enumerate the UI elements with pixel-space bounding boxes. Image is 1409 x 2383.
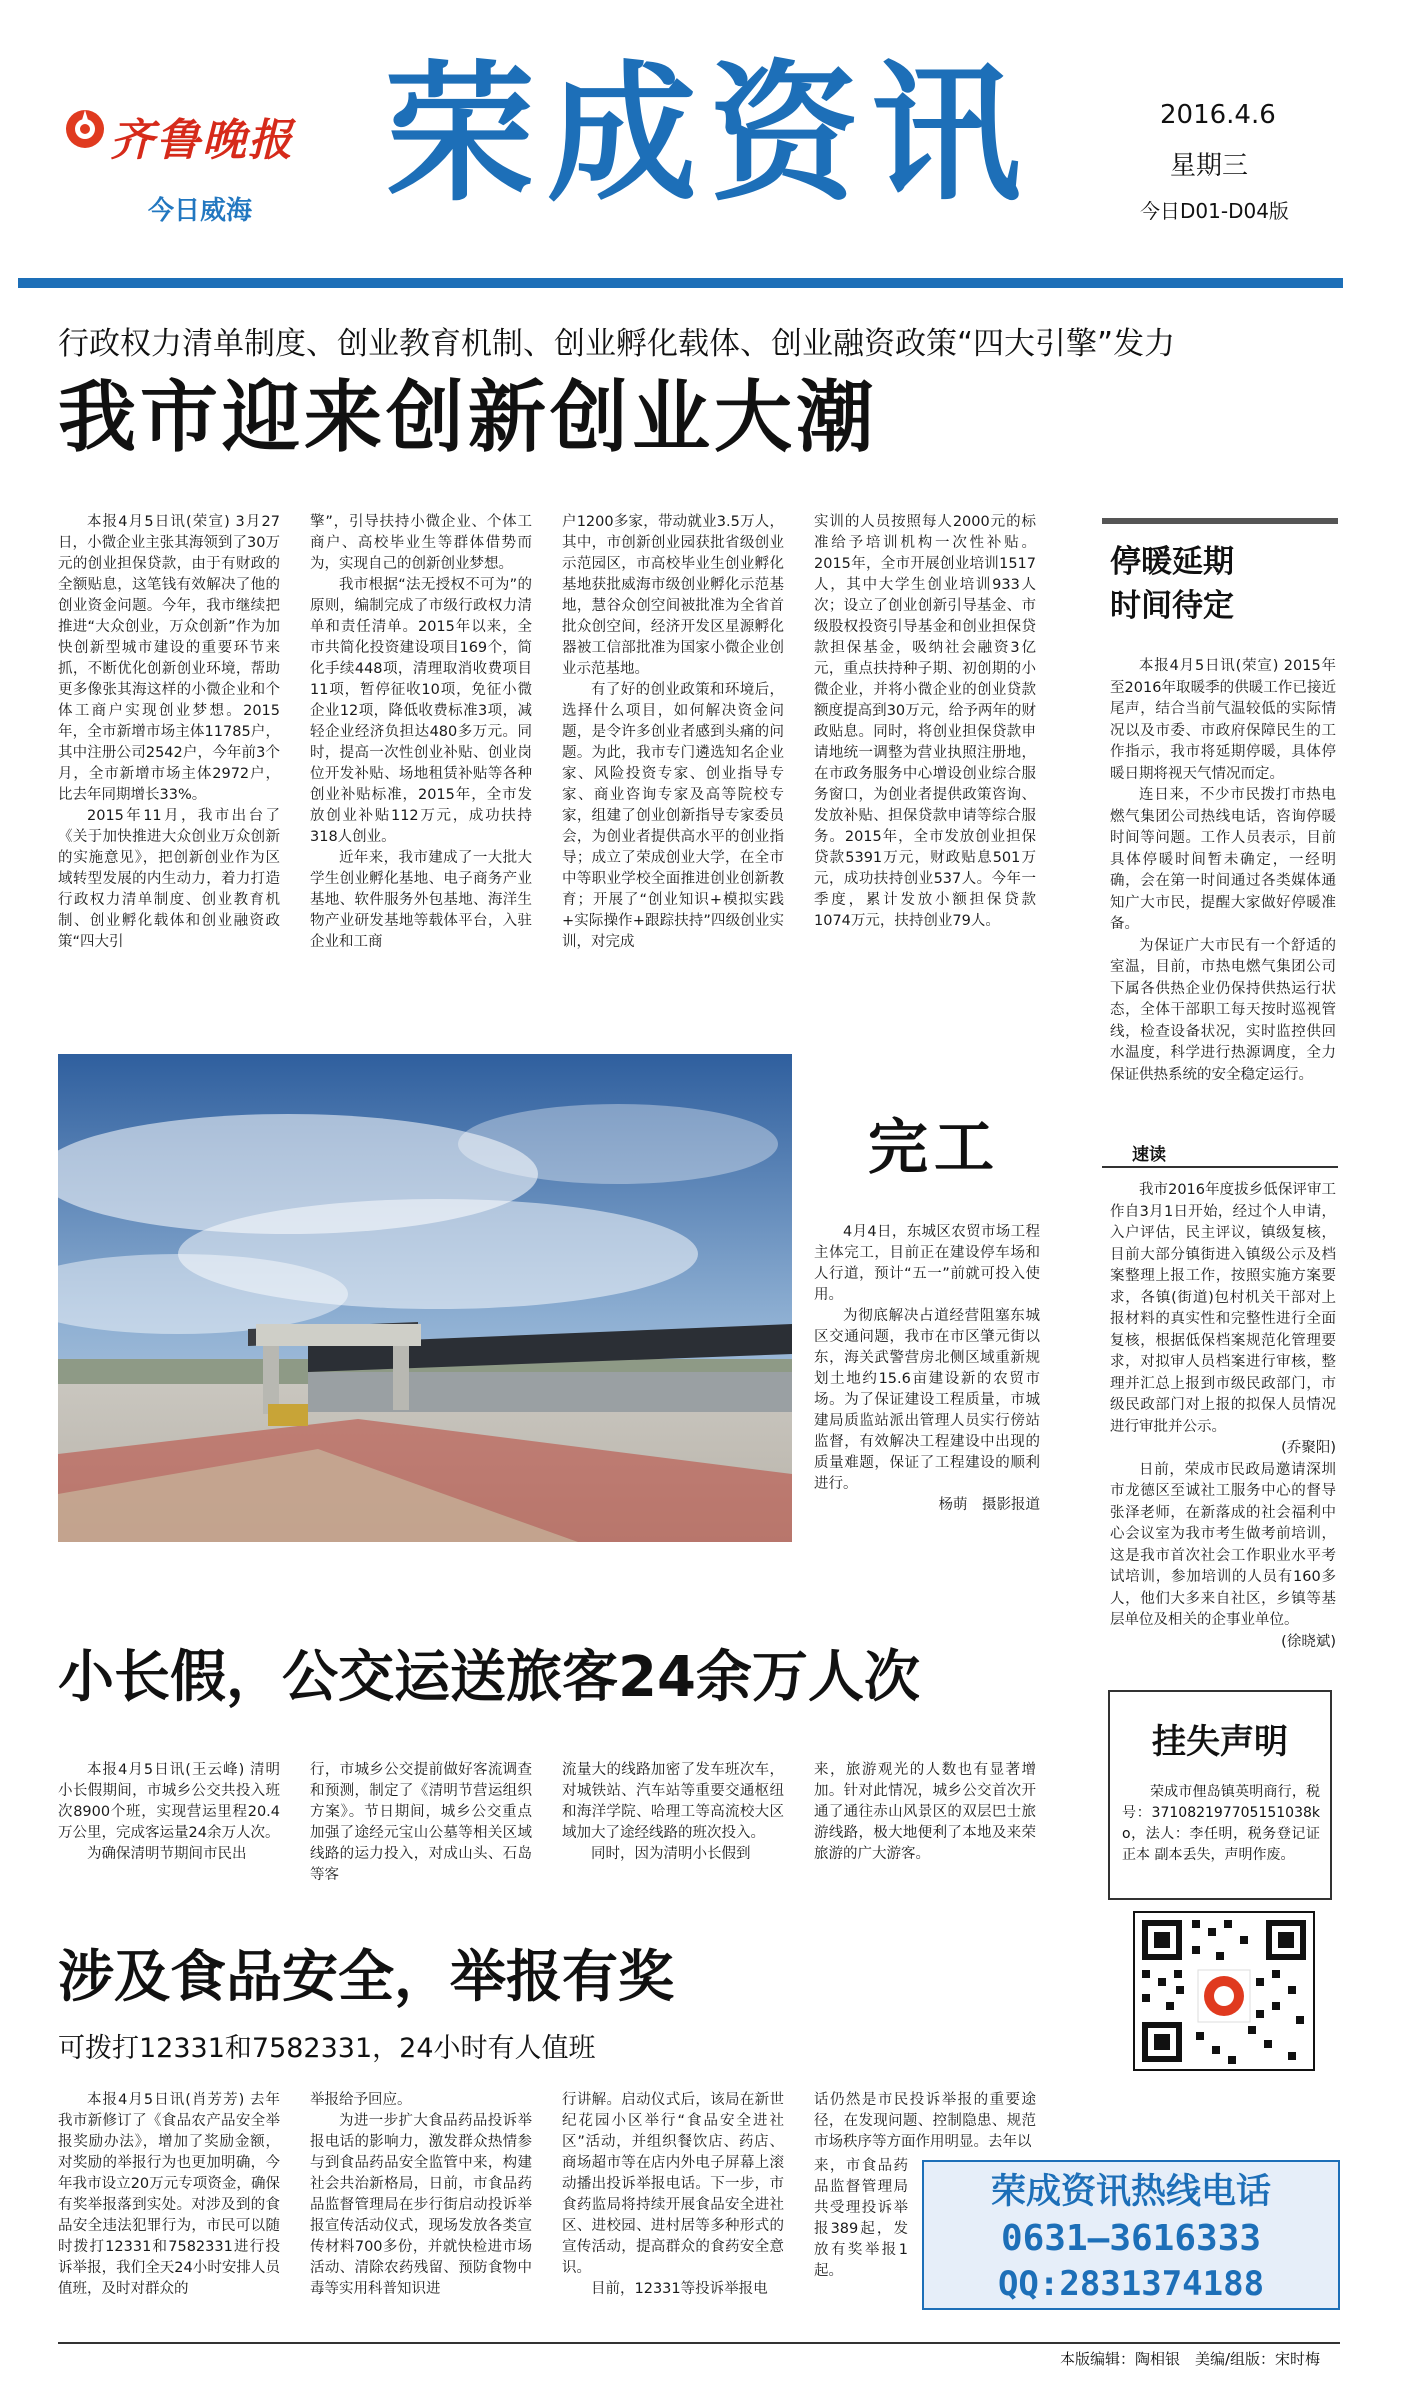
newspaper-logo-icon [64,108,106,150]
paragraph: 实训的人员按照每人2000元的标准给予培训机构一次性补贴。2015年，全市开展创业培训1517人，其中大学生创业培训933人次；设立了创业创新引导基金、市级股权投资引导基金和创业担保贷款担保基金，吸纳社会融资3亿元，重点扶持种子期、初创期的小微企业，并将小微企业的创业贷款额度提高到30万元，给予两年的财政贴息。同时，将创业担保贷款申请地统一调整为营业执照注册地，在市政务服务中心增设创业综合服务窗口，为创业者提供政策咨询、发放补贴、担保贷款申请等综合服务。2015年，全市发放创业担保贷款5391万元，财政贴息501万元，成功扶持创业537人。今年一季度，累计发放小额担保贷款1074万元，扶持创业79人。 [814,514,1036,929]
brief-label: 速读 [1132,1145,1166,1165]
paragraph: 本报4月5日讯(王云峰) 清明小长假期间，市城乡公交共投入班次8900个班，实现营运里程20.4万公里，完成客运量24余万人次。 [58,1762,280,1841]
footer-rule [58,2342,1340,2344]
bus-column-2 [310,1760,532,1910]
page-title: 荣成资讯 [385,48,1034,222]
paragraph: 为保证广大市民有一个舒适的室温，目前，市热电燃气集团公司下属各供热企业仍保持供热运行状态，全体干部职工每天按时巡视管线，检查设备状况，实时监控供回水温度，科学进行热源调度，全力保证供热系统的安全稳定运行。 [1110,937,1336,1083]
paragraph: 为进一步扩大食品药品投诉举报电话的影响力，激发群众热情参与到食品药品安全监管中来，构建社会共治新格局，日前，市食品药品监督管理局在步行街启动投诉举报宣传活动仪式，现场发放各类宣传材料700多份，并就快检进市场活动、清除农药残留、预防食物中毒等实用科普知识进 [310,2113,532,2297]
completion-body [814,1222,1040,1522]
hotline-title: 荣成资讯热线电话 [990,2172,1271,2212]
paragraph: 举报给予回应。 [310,2092,412,2108]
bus-column-1 [58,1760,280,1910]
lead-kicker: 行政权力清单制度、创业教育机制、创业孵化载体、创业融资政策“四大引擎”发力 [58,326,1176,362]
footer-credits: 本版编辑：陶相银 美编/组版：宋时梅 [1060,2350,1321,2368]
paragraph: 我市根据“法无授权不可为”的原则，编制完成了市级行政权力清单和责任清单。2015年以来，全市共简化投资建设项目169个，简化手续448项，清理取消收费项目11项，暂停征收10项，免征小微企业12项，降低收费标准3项，减轻企业经济负担达480多万元。同时，提高一次性创业补贴、创业岗位开发补贴、场地租赁补贴等各种创业补贴标准，2015年，全市发放创业补贴112万元，成功扶持318人创业。 [310,577,532,845]
paragraph: 户1200多家，带动就业3.5万人，其中，市创新创业园获批省级创业示范园区，市高校毕业生创业孵化基地获批威海市级创业孵化示范基地，慧谷众创空间被批准为全省首批众创空间，经济开发区星源孵化器被工信部批准为国家小微企业创业示范基地。 [562,514,784,677]
paragraph: 连日来，不少市民拨打市热电燃气集团公司热线电话，咨询停暖时间等问题。工作人员表示，目前具体停暖时间暂未确定，一经明确，会在第一时间通过各类媒体通知广大市民，提醒大家做好停暖准备。 [1110,787,1336,932]
sidebar-top-rule [1102,518,1338,524]
lost-notice-box [1108,1690,1332,1900]
paragraph: 来，旅游观光的人数也有显著增加。针对此情况，城乡公交首次开通了通往赤山风景区的双层巴士旅游线路，极大地便利了本地及来荣旅游的广大游客。 [814,1762,1036,1862]
food-subhead: 可拨打12331和7582331，24小时有人值班 [58,2033,596,2064]
hotline-qq[interactable]: QQ:2831374188 [997,2264,1265,2304]
heating-body [1110,656,1336,1116]
brief-body [1110,1180,1336,1670]
food-column-4b [814,2156,908,2332]
food-column-4a [814,2090,1036,2154]
heating-headline [1110,540,1234,628]
hotline-box [922,2160,1340,2310]
newspaper-brand: 齐鲁晚报 [110,115,294,166]
lost-notice-title: 挂失声明 [1152,1722,1288,1762]
photo-credit: 杨萌 摄影报道 [938,1497,1040,1513]
paragraph: 有了好的创业政策和环境后，选择什么项目，如何解决资金问题，是令许多创业者感到头痛的问题。为此，我市专门遴选知名企业家、风险投资专家、创业指导专家、商业咨询专家及高等院校专家，组建了创业创新指导专家委员会，为创业者提供高水平的创业指导；成立了荣成创业大学，在全市中等职业学校全面推进创业创新教育；开展了“创业知识+模拟实践+实际操作+跟踪扶持”四级创业实训，对完成 [562,682,784,950]
paragraph: 为确保清明节期间市民出 [87,1846,247,1862]
lead-column-3 [562,512,784,1000]
qr-code[interactable] [1112,1906,1336,2076]
lead-column-2 [310,512,532,1000]
heating-headline-line-1: 停暖延期 [1110,544,1234,580]
paragraph: 目前，12331等投诉举报电 [591,2281,768,2297]
food-column-3 [562,2090,784,2332]
paragraph: 同时，因为清明小长假到 [591,1846,751,1862]
issue-weekday: 星期三 [1170,151,1249,181]
lost-notice-body: 荣成市俚岛镇英明商行，税号：371082197705151038ko，法人：李任明，税务登记证正本 副本丢失，声明作废。 [1122,1784,1320,1863]
brief-credit-1: (乔聚阳) [1281,1440,1336,1456]
lead-column-4 [814,512,1036,1000]
paragraph: 话仍然是市民投诉举报的重要途径，在发现问题、控制隐患、规范市场秩序等方面作用明显。去年以 [814,2092,1036,2150]
food-column-1 [58,2090,280,2332]
bus-headline: 小长假，公交运送旅客24余万人次 [58,1645,920,1710]
hotline-phone[interactable]: 0631—3616333 [1000,2218,1262,2259]
bus-column-3 [562,1760,784,1910]
bus-column-4 [814,1760,1036,1910]
paragraph: 为彻底解决占道经营阻塞东城区交通问题，我市在市区肇元街以东，海关武警营房北侧区域重新规划土地约15.6亩建设新的农贸市场。为了保证建设工程质量，市城建局质监站派出管理人员实行傍站监督，有效解决工程建设中出现的质量难题，保证了工程建设的顺利进行。 [814,1308,1040,1492]
market-photo [58,1054,792,1542]
issue-pages: 今日D01-D04版 [1140,199,1289,223]
paragraph: 4月4日，东城区农贸市场工程主体完工，目前正在建设停车场和人行道，预计“五一”前就可投入使用。 [814,1224,1040,1303]
paragraph: 2015年11月，我市出台了《关于加快推进大众创业万众创新的实施意见》，把创新创业作为区域转型发展的内生动力，着力打造行政权力清单制度、创业教育机制、创业孵化载体和创业融资政策“四大引 [58,808,280,950]
paragraph: 日前，荣成市民政局邀请深圳市龙德区至诚社工服务中心的督导张泽老师，在新落成的社会福利中心会议室为我市考生做考前培训，这是我市首次社会工作职业水平考试培训，参加培训的人员有160多人，他们大多来自社区，乡镇等基层单位及相关的企事业单位。 [1110,1461,1336,1628]
paragraph: 来，市食品药品监督管理局共受理投诉举报389起，发放有奖举报1起。 [814,2158,908,2279]
market-photo-illustration [58,1054,792,1542]
brief-rule [1102,1166,1338,1168]
issue-date: 2016.4.6 [1160,100,1276,130]
paragraph: 本报4月5日讯(荣宣) 3月27日，小微企业主张其海领到了30万元的创业担保贷款，由于有财政的全额贴息，这笔钱有效解决了他的创业资金问题。今年，我市继续把推进“大众创业，万众创新”作为加快创新型城市建设的重要环节来抓，不断优化创新创业环境，帮助更多像张其海这样的小微企业和个体工商户实现创业梦想。2015年，全市新增市场主体11785户，其中注册公司2542户，今年前3个月，全市新增市场主体2972户，比去年同期增长33%。 [58,514,280,803]
completion-headline: 完工 [868,1113,1000,1183]
lead-column-1 [58,512,280,1000]
masthead [0,0,1409,280]
lead-headline: 我市迎来创新创业大潮 [58,373,879,463]
paragraph: 行，市城乡公交提前做好客流调查和预测，制定了《清明节营运组织方案》。节日期间，城乡公交重点加强了途经元宝山公墓等相关区域线路的运力投入，对成山头、石岛等客 [310,1762,532,1883]
food-column-2 [310,2090,532,2332]
brief-credit-2: (徐晓斌) [1281,1633,1336,1650]
newspaper-edition-name: 今日威海 [148,196,253,226]
masthead-rule [18,278,1343,288]
paragraph: 我市2016年度拔乡低保评审工作自3月1日开始，经过个人申请，入户评估，民主评议，镇级复核，目前大部分镇街进入镇级公示及档案整理上报工作，按照实施方案要求，各镇(街道)包村机关干部对上报材料的真实性和完整性进行全面复核，根据低保档案规范化管理要求，对拟审人员档案进行审核，整理并汇总上报到市级民政部门，市级民政部门对上报的拟保人员情况进行审批并公示。 [1110,1182,1336,1435]
paragraph: 本报4月5日讯(肖芳芳) 去年我市新修订了《食品农产品安全举报奖励办法》，增加了奖励金额，对奖励的举报行为也更加明确，今年我市设立20万元专项资金，确保有奖举报落到实处。对涉及到的食品安全违法犯罪行为，市民可以随时拨打12331和7582331进行投诉举报，我们全天24小时安排人员值班，及时对群众的 [58,2092,280,2297]
paragraph: 行讲解。启动仪式后，该局在新世纪花园小区举行“食品安全进社区”活动，并组织餐饮店、药店、商场超市等在店内外电子屏幕上滚动播出投诉举报电话。下一步，市食药监局将持续开展食品安全进社区、进校园、进村居等多种形式的宣传活动，提高群众的食药安全意识。 [562,2092,784,2276]
heating-headline-line-2: 时间待定 [1110,588,1234,624]
paragraph: 近年来，我市建成了一大批大学生创业孵化基地、电子商务产业基地、软件服务外包基地、海洋生物产业研发基地等载体平台，入驻企业和工商 [310,850,532,950]
paragraph: 本报4月5日讯(荣宣) 2015年至2016年取暖季的供暖工作已接近尾声，结合当前气温较低的实际情况以及市委、市政府保障民生的工作指示，我市将延期停暖，具体停暖日期将视天气情况而定。 [1110,658,1336,782]
paragraph: 擎”，引导扶持小微企业、个体工商户、高校毕业生等群体借势而为，实现自己的创新创业梦想。 [310,514,532,572]
food-headline: 涉及食品安全，举报有奖 [58,1945,674,2010]
paragraph: 流量大的线路加密了发车班次车，对城铁站、汽车站等重要交通枢纽和海洋学院、哈理工等高流校大区域加大了途经线路的班次投入。 [562,1762,784,1841]
qr-code-icon [1112,1906,1336,2076]
